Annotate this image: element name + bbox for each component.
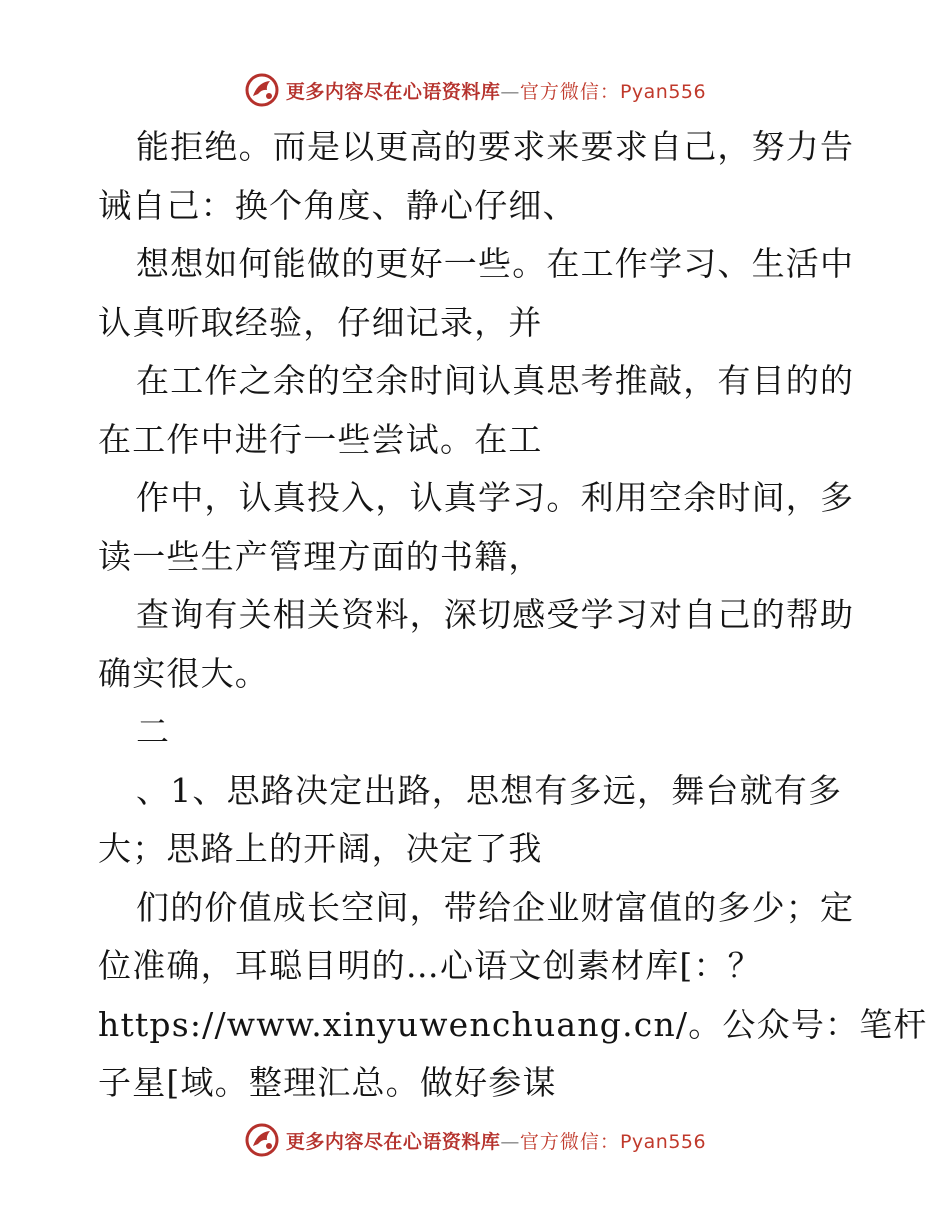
footer-banner-main: 更多内容尽在心语资料库 (285, 1130, 501, 1153)
body-line: 、1、思路决定出路，思想有多远，舞台就有多 (136, 770, 843, 810)
header-banner (0, 70, 950, 110)
footer-banner-wechat-id: Pyan556 (619, 1130, 707, 1153)
footer-banner-text (286, 1127, 706, 1154)
brand-logo-icon (244, 72, 280, 108)
body-line: 大；思路上的开阔，决定了我 (98, 829, 543, 868)
document-body (98, 118, 928, 1113)
body-line: 位准确，耳聪目明的…心语文创素材库[：？ (98, 946, 762, 985)
body-line: 查询有关相关资料，深切感受学习对自己的帮助 (136, 595, 855, 634)
body-line: 诫自己：换个角度、静心仔细、 (98, 185, 577, 225)
header-banner-main: 更多内容尽在心语资料库 (285, 80, 501, 103)
body-line: 作中，认真投入，认真学习。利用空余时间，多 (136, 478, 855, 517)
header-banner-wechat-id: Pyan556 (619, 80, 707, 103)
body-line: 认真听取经验，仔细记录，并 (98, 302, 543, 342)
body-line-url: https://www.xinyuwenchuang.cn/。公众号：笔杆 (98, 1004, 928, 1044)
body-line: 在工作中进行一些尝试。在工 (98, 419, 543, 459)
body-line: 在工作之余的空余时间认真思考推敲，有目的的 (136, 361, 855, 400)
body-line: 确实很大。 (98, 653, 269, 693)
body-line: 子星[域。整理汇总。做好参谋 (98, 1063, 557, 1102)
section-number: 二 (136, 712, 171, 751)
header-banner-wechat-label: 官方微信： (519, 80, 620, 103)
body-line: 想想如何能做的更好一些。在工作学习、生活中 (136, 244, 855, 283)
header-banner-text (286, 77, 706, 104)
header-banner-dash: — (500, 80, 520, 103)
footer-banner-wechat-label: 官方微信： (519, 1130, 620, 1153)
footer-banner (0, 1120, 950, 1160)
brand-logo-icon (244, 1122, 280, 1158)
body-line: 能拒绝。而是以更高的要求来要求自己，努力告 (136, 127, 855, 166)
body-line: 们的价值成长空间，带给企业财富值的多少；定 (136, 887, 855, 927)
body-line: 读一些生产管理方面的书籍， (98, 536, 543, 576)
footer-banner-dash: — (500, 1130, 520, 1153)
